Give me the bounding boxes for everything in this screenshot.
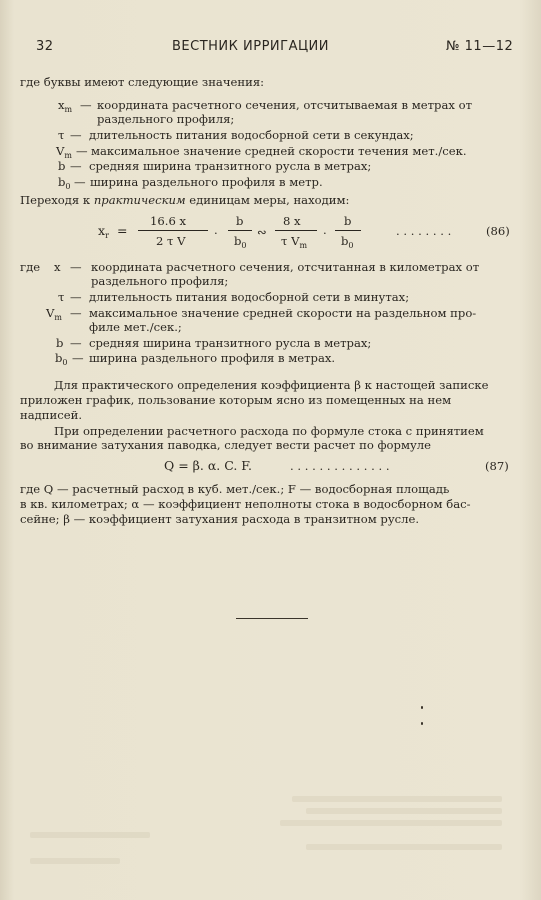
def-text: средняя ширина транзитного русла в метрах; <box>89 336 372 350</box>
def-sym: τ <box>58 290 65 304</box>
paragraph-line: сейне; β — коэффициент затухания расхода в транзитном русле. <box>20 512 420 526</box>
def-dash: — <box>70 336 82 350</box>
def-dash: — <box>70 306 82 320</box>
equation-number: (87) <box>485 459 509 473</box>
section-divider <box>236 618 308 619</box>
page-number: 32 <box>36 39 54 54</box>
def-dash: — <box>70 260 82 274</box>
def-text: координата расчетного сечения, отсчитанная в километрах от <box>91 260 480 274</box>
issue-number: № 11—12 <box>446 39 514 54</box>
def-dash: — <box>76 144 88 158</box>
def-sym: $b_0$ <box>55 351 68 367</box>
multiply-dot: · <box>323 226 327 240</box>
bleed-through <box>292 796 502 802</box>
approx-sign: ∾ <box>257 225 267 239</box>
def-dash: — <box>70 159 82 173</box>
paragraph-line: приложен график, пользование которым ясно из помещенных на нем <box>20 393 452 407</box>
def-text-cont: раздельного профиля; <box>91 274 229 288</box>
def-text: длительность питания водосборной сети в секундах; <box>89 128 414 142</box>
def-text: максимальное значение средней скорости на раздельном про- <box>89 306 477 320</box>
def-text: длительность питания водосборной сети в минутах; <box>89 290 410 304</box>
formula-equals: = <box>117 223 128 238</box>
def-sym: $x_m$ <box>58 98 73 114</box>
def-dash: — <box>70 128 82 142</box>
fraction-denominator: 2 τ V <box>156 234 186 248</box>
intro-line: где буквы имеют следующие значения: <box>20 75 265 89</box>
fraction-numerator: 16.6 x <box>150 214 187 228</box>
fraction-denominator: $b_0$ <box>341 234 354 250</box>
def-text-cont: филе мет./сек.; <box>89 320 182 334</box>
bleed-through <box>30 832 150 838</box>
def-sym: $V_m$ <box>56 144 72 160</box>
def-dash: — <box>72 351 84 365</box>
fraction-numerator: b <box>236 214 244 228</box>
def-text: ширина раздельного профиля в метр. <box>90 175 323 189</box>
journal-title: ВЕСТНИК ИРРИГАЦИИ <box>172 39 330 54</box>
equation-number: (86) <box>486 224 510 238</box>
transition-line: Переходя к практическим единицам меры, находим: <box>20 193 350 207</box>
fraction-bar <box>275 230 317 231</box>
def-sym: $V_m$ <box>46 306 62 322</box>
fraction-denominator: $b_0$ <box>234 234 247 250</box>
def-dash: — <box>70 290 82 304</box>
def-text: средняя ширина транзитного русла в метрах; <box>89 159 372 173</box>
bleed-through <box>30 858 120 864</box>
def-sym: b <box>58 159 66 173</box>
def-text: координата расчетного сечения, отсчитываемая в метрах от <box>97 98 472 112</box>
fraction-denominator: τ $V_m$ <box>281 234 308 250</box>
fraction-bar <box>228 230 252 231</box>
multiply-dot: · <box>214 226 218 240</box>
def-text: максимальное значение средней скорости течения мет./сек. <box>91 144 467 158</box>
leader-dots: . . . . . . . . <box>396 224 452 238</box>
paragraph-line: во внимание затухания паводка, следует вести расчет по формуле <box>20 438 432 452</box>
ink-speck <box>421 706 423 709</box>
def-sym: $b_0$ <box>58 175 71 191</box>
paragraph-line: надписей. <box>20 408 82 422</box>
def-lead: где <box>20 260 41 274</box>
def-text-cont: раздельного профиля; <box>97 112 235 126</box>
def-sym: x <box>54 260 61 274</box>
formula-lhs: $x_r$ <box>98 223 109 240</box>
paragraph-line: где Q — расчетный расход в куб. мет./сек.; F — водосборная площадь <box>20 482 450 496</box>
paragraph-line: в кв. километрах; α — коэффициент неполноты стока в водосборном бас- <box>20 497 471 511</box>
leader-dots: . . . . . . . . . . . . . . <box>290 459 390 473</box>
fraction-bar <box>335 230 361 231</box>
bleed-through <box>306 808 502 814</box>
bleed-through <box>306 844 502 850</box>
def-dash: — <box>74 175 86 189</box>
def-text: ширина раздельного профиля в метрах. <box>89 351 336 365</box>
bleed-through <box>280 820 502 826</box>
formula-expression: Q = β. α. C. F. <box>164 458 252 473</box>
ink-speck <box>421 722 423 725</box>
fraction-bar <box>138 230 208 231</box>
fraction-numerator: b <box>344 214 352 228</box>
paragraph-line: Для практического определения коэффициента β к настощей записке <box>54 378 489 392</box>
paragraph-line: При определении расчетного расхода по формуле стока с принятием <box>54 424 484 438</box>
def-dash: — <box>80 98 92 112</box>
def-sym: b <box>56 336 64 350</box>
fraction-numerator: 8 x <box>283 214 301 228</box>
def-sym: τ <box>58 128 65 142</box>
